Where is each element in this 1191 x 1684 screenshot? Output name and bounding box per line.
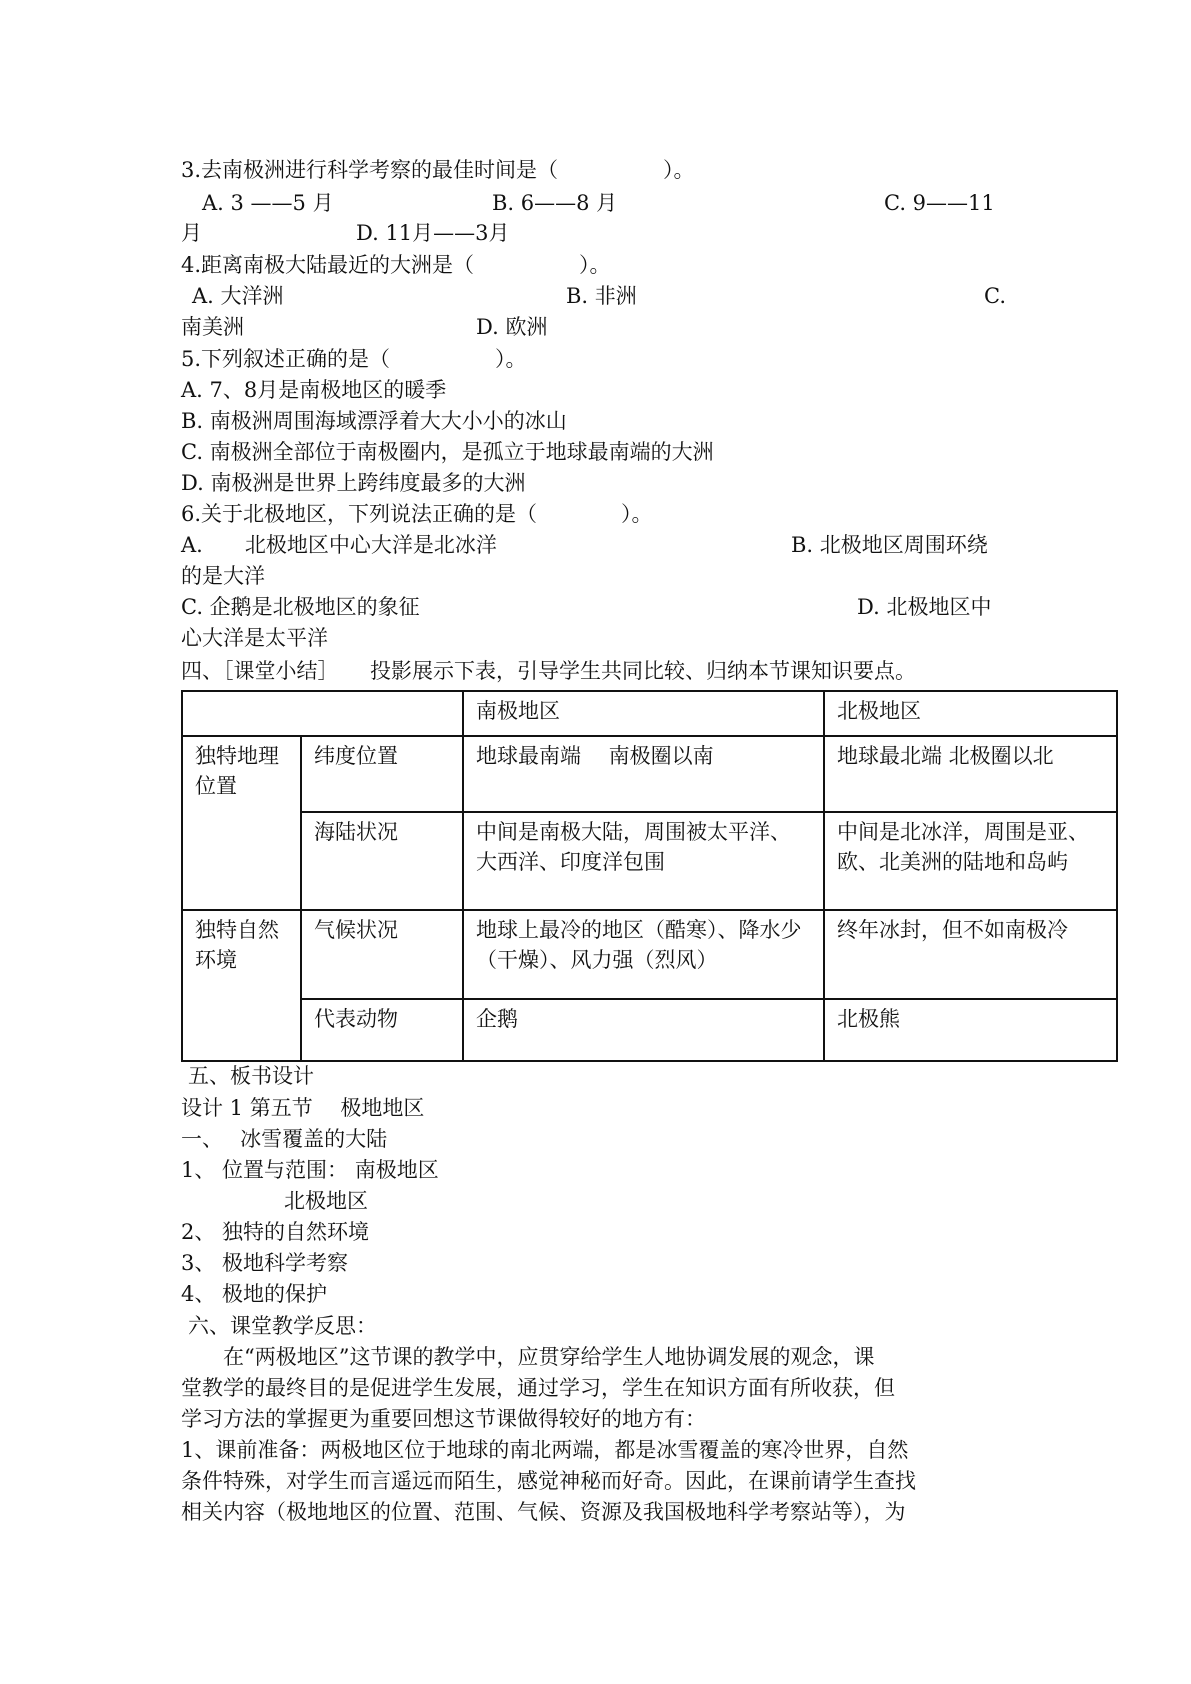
question-4-option-a: A. 大洋洲	[192, 284, 284, 308]
question-6-stem: 6.关于北极地区，下列说法正确的是（ ）。	[181, 502, 653, 526]
question-4-option-c: C.	[984, 284, 1006, 308]
table-header-south: 南极地区	[463, 691, 824, 736]
board-heading: 五、板书设计	[188, 1064, 314, 1088]
table-cell-north: 北极熊	[824, 999, 1117, 1061]
question-4-option-c-cont: 南美洲	[181, 315, 244, 339]
question-5-option-d: D. 南极洲是世界上跨纬度最多的大洲	[181, 471, 526, 495]
question-3-stem: 3.去南极洲进行科学考察的最佳时间是（ ）。	[181, 158, 695, 182]
question-5-option-c: C. 南极洲全部位于南极圈内，是孤立于地球最南端的大洲	[181, 440, 714, 464]
board-item-1: 1、 位置与范围： 南极地区	[181, 1158, 439, 1182]
board-item-4: 4、 极地的保护	[181, 1282, 328, 1306]
table-group-geography: 独特地理位置	[182, 736, 301, 910]
reflection-line: 学习方法的掌握更为重要回想这节课做得较好的地方有：	[181, 1407, 706, 1431]
table-row-label: 纬度位置	[301, 736, 463, 812]
board-item-1-cont: 北极地区	[284, 1189, 368, 1213]
question-3-option-c: C. 9——11	[884, 191, 995, 215]
question-6-option-c: C. 企鹅是北极地区的象征	[181, 595, 420, 619]
question-4-stem: 4.距离南极大陆最近的大洲是（ ）。	[181, 253, 611, 277]
summary-heading: 四、［课堂小结］ 投影展示下表，引导学生共同比较、归纳本节课知识要点。	[181, 659, 916, 683]
board-item-2: 2、 独特的自然环境	[181, 1220, 370, 1244]
question-3-option-d: D. 11月——3月	[356, 221, 510, 245]
table-row	[182, 999, 1117, 1061]
question-6-option-a: A. 北极地区中心大洋是北冰洋	[181, 533, 497, 557]
question-5-stem: 5.下列叙述正确的是（ ）。	[181, 347, 527, 371]
table-row	[182, 812, 1117, 910]
question-6-option-b: B. 北极地区周围环绕	[791, 533, 988, 557]
reflection-line: 相关内容（极地地区的位置、范围、气候、资源及我国极地科学考察站等），为	[181, 1500, 906, 1524]
table-header-north: 北极地区	[824, 691, 1117, 736]
board-title: 设计 1 第五节 极地地区	[181, 1096, 425, 1120]
table-header-row	[182, 691, 1117, 736]
table-cell-south: 地球上最冷的地区（酷寒）、降水少（干燥）、风力强（烈风）	[463, 910, 824, 999]
question-5-option-b: B. 南极洲周围海域漂浮着大大小小的冰山	[181, 409, 567, 433]
table-cell-north: 终年冰封，但不如南极冷	[824, 910, 1117, 999]
table-cell-south: 企鹅	[463, 999, 824, 1061]
table-group-environment: 独特自然环境	[182, 910, 301, 1061]
board-part-1: 一、 冰雪覆盖的大陆	[181, 1127, 388, 1151]
summary-table	[181, 690, 1118, 1062]
question-4-option-b: B. 非洲	[566, 284, 637, 308]
reflection-line: 1、课前准备：两极地区位于地球的南北两端，都是冰雪覆盖的寒冷世界，自然	[181, 1438, 909, 1462]
table-cell-north: 地球最北端 北极圈以北	[824, 736, 1117, 812]
question-3-option-a: A. 3 ——5 月	[202, 191, 334, 215]
table-corner-cell	[182, 691, 463, 736]
reflection-line: 在“两极地区”这节课的教学中，应贯穿给学生人地协调发展的观念，课	[181, 1345, 875, 1369]
question-6-option-b-cont: 的是大洋	[181, 564, 265, 588]
table-cell-south: 地球最南端 南极圈以南	[463, 736, 824, 812]
question-4-option-d: D. 欧洲	[476, 315, 548, 339]
table-row	[182, 736, 1117, 812]
table-row-label: 代表动物	[301, 999, 463, 1061]
table-row	[182, 910, 1117, 999]
question-6-option-d-cont: 心大洋是太平洋	[181, 626, 328, 650]
table-cell-south: 中间是南极大陆，周围被太平洋、大西洋、印度洋包围	[463, 812, 824, 910]
table-cell-north: 中间是北冰洋，周围是亚、欧、北美洲的陆地和岛屿	[824, 812, 1117, 910]
question-6-option-d: D. 北极地区中	[857, 595, 992, 619]
question-3-option-c-cont: 月	[181, 221, 202, 245]
table-row-label: 海陆状况	[301, 812, 463, 910]
board-item-3: 3、 极地科学考察	[181, 1251, 349, 1275]
reflection-line: 条件特殊，对学生而言遥远而陌生，感觉神秘而好奇。因此，在课前请学生查找	[181, 1469, 916, 1493]
table-row-label: 气候状况	[301, 910, 463, 999]
reflection-line: 堂教学的最终目的是促进学生发展，通过学习，学生在知识方面有所收获，但	[181, 1376, 895, 1400]
question-5-option-a: A. 7、8月是南极地区的暖季	[181, 378, 447, 402]
reflection-heading: 六、课堂教学反思：	[188, 1314, 377, 1338]
question-3-option-b: B. 6——8 月	[492, 191, 618, 215]
